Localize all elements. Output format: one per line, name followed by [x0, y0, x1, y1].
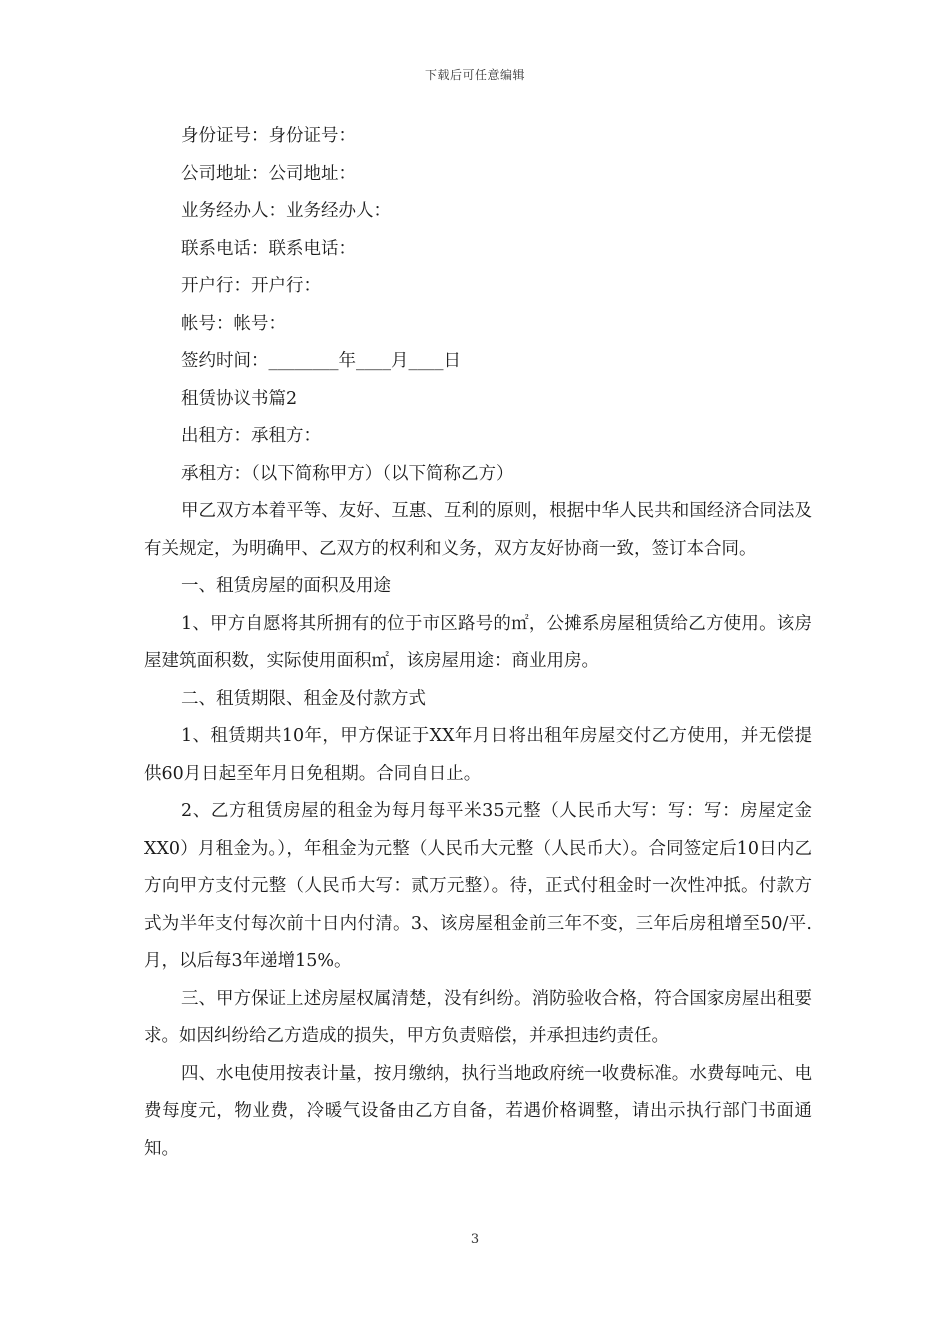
id-number-line: 身份证号：身份证号：: [181, 126, 356, 146]
page-header: 下载后可任意编辑: [424, 68, 525, 82]
agreement-title: 租赁协议书篇2: [181, 388, 298, 409]
page-number: 3: [470, 1232, 480, 1247]
bank-line: 开户行：开户行：: [181, 276, 321, 296]
signing-date-line: 签约时间：________年____月____日: [181, 351, 461, 371]
document-body: [144, 118, 812, 1168]
clause-1-1: 1、甲方自愿将其所拥有的位于市区路号的㎡，公摊系房屋租赁给乙方使用。该房屋建筑面积数，实际使用面积㎡，该房屋用途：商业用房。: [144, 613, 812, 671]
clause-2-1: 1、租赁期共10年，甲方保证于XX年月日将出租年房屋交付乙方使用，并无偿提供60月日起至年月日免租期。合同自日止。: [144, 726, 812, 784]
agent-line: 业务经办人：业务经办人：: [181, 201, 391, 221]
phone-line: 联系电话：联系电话：: [181, 238, 356, 259]
section-heading-1: 一、租赁房屋的面积及用途: [181, 576, 391, 596]
clause-4: 四、水电使用按表计量，按月缴纳，执行当地政府统一收费标准。水费每吨元、电费每度元，物业费，冷暖气设备由乙方自备，若遇价格调整，请出示执行部门书面通知。: [144, 1063, 812, 1159]
clause-2-2: 2、乙方租赁房屋的租金为每月每平米35元整（人民币大写：写：写：房屋定金XX0）月租金为。），年租金为元整（人民币大元整（人民币大）。合同签定后10日内乙方向甲方支付元整（人民币大写：贰万元整）。待，正式付租金时一次性冲抵。付款方式为半年支付每次前十日内付清。3、该房屋租金前三年不变，三年后房租增至50/平.月，以后每3年递增15%。: [144, 801, 812, 971]
company-address-line: 公司地址：公司地址：: [181, 163, 356, 184]
lessee-line: 承租方：（以下简称甲方）（以下简称乙方）: [181, 463, 514, 484]
parties-line: 出租方：承租方：: [181, 426, 321, 446]
clause-3: 三、甲方保证上述房屋权属清楚，没有纠纷。消防验收合格，符合国家房屋出租要求。如因纠纷给乙方造成的损失，甲方负责赔偿，并承担违约责任。: [144, 988, 812, 1046]
account-line: 帐号：帐号：: [181, 313, 286, 334]
section-heading-2: 二、租赁期限、租金及付款方式: [181, 688, 426, 709]
intro-paragraph: 甲乙双方本着平等、友好、互惠、互利的原则，根据中华人民共和国经济合同法及有关规定，为明确甲、乙双方的权利和义务，双方友好协商一致，签订本合同。: [144, 501, 812, 559]
